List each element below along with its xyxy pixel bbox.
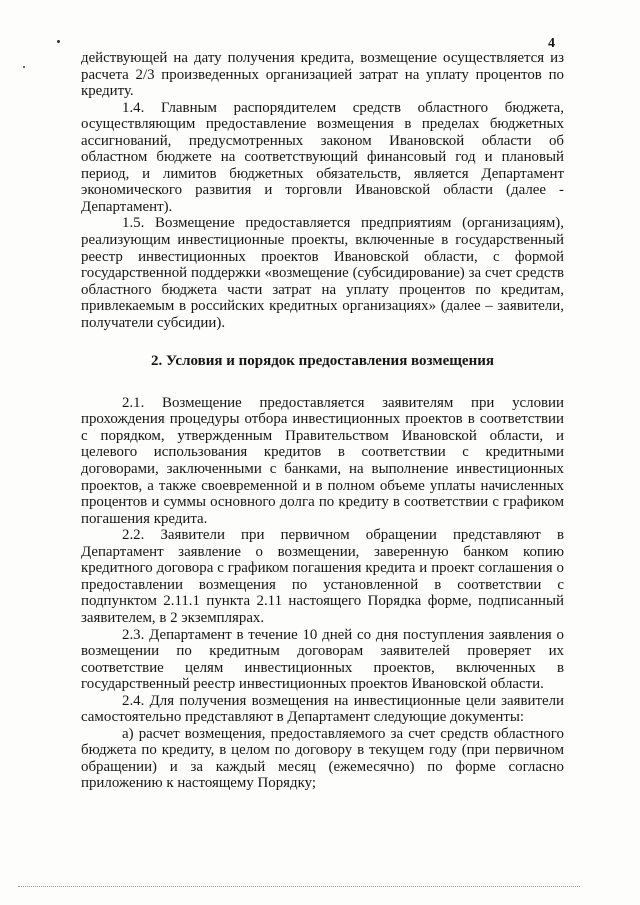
section-heading: 2. Условия и порядок предоставления возмещения	[151, 353, 494, 370]
paragraph-2-2: 2.2. Заявители при первичном обращении представляют в Департамент заявление о возмещении, заверенную банком копию кредитного договора с графиком погашения кредита и проект соглашения о предоставлении возмещения по установленной в соответствии с подпунктом 2.11.1 пункта 2.11 настоящего Порядка форме, подписанный заявителем, в 2 экземплярах.	[81, 527, 564, 626]
scan-speck	[23, 66, 25, 68]
scan-edge-artifact	[18, 886, 580, 888]
document-body	[81, 50, 564, 792]
paragraph-2-4-a: а) расчет возмещения, предоставляемого за счет средств областного бюджета по кредиту, в целом по договору в текущем году (при первичном обращении) и за каждый месяц (ежемесячно) по форме согласно приложению к настоящему Порядку;	[81, 725, 564, 792]
paragraph-2-1: 2.1. Возмещение предоставляется заявителям при условии прохождения процедуры отбора инвестиционных проектов в соответствии с порядком, утвержденным Правительством Ивановской области, и целевого использования кредитов в соответствии с кредитными договорами, заключенными с банками, на выполнение инвестиционных проектов, а также своевременной и в полном объеме уплаты начисленных процентов и суммы основного долга по кредиту в соответствии с графиком погашения кредита.	[81, 394, 564, 527]
paragraph-2-3: 2.3. Департамент в течение 10 дней со дня поступления заявления о возмещении по кредитным договорам заявителей проверяет их соответствие целям инвестиционных проектов, включенных в государственный реестр инвестиционных проектов Ивановской области.	[81, 626, 564, 693]
paragraph-1-4: 1.4. Главным распорядителем средств областного бюджета, осуществляющим предоставление возмещения в пределах бюджетных ассигнований, предусмотренных законом Ивановской области об областном бюджете на соответствующий финансовый год и плановый период, и лимитов бюджетных обязательств, является Департамент экономического развития и торговли Ивановской области (далее - Департамент).	[81, 99, 564, 215]
scan-speck	[57, 40, 60, 43]
paragraph-1-5: 1.5. Возмещение предоставляется предприятиям (организациям), реализующим инвестиционные проекты, включенные в государственный реестр инвестиционных проектов Ивановской области, с формой государственной поддержки «возмещение (субсидирование) за счет средств областного бюджета части затрат на уплату процентов по кредитам, привлекаемым в российских кредитных организациях» (далее – заявители, получатели субсидии).	[81, 215, 564, 331]
paragraph-2-4: 2.4. Для получения возмещения на инвестиционные цели заявители самостоятельно представляют в Департамент следующие документы:	[81, 692, 564, 726]
paragraph-continuation: действующей на дату получения кредита, возмещение осуществляется из расчета 2/3 произведенных организацией затрат на уплату процентов по кредиту.	[81, 50, 564, 100]
page-number: 4	[548, 36, 555, 51]
